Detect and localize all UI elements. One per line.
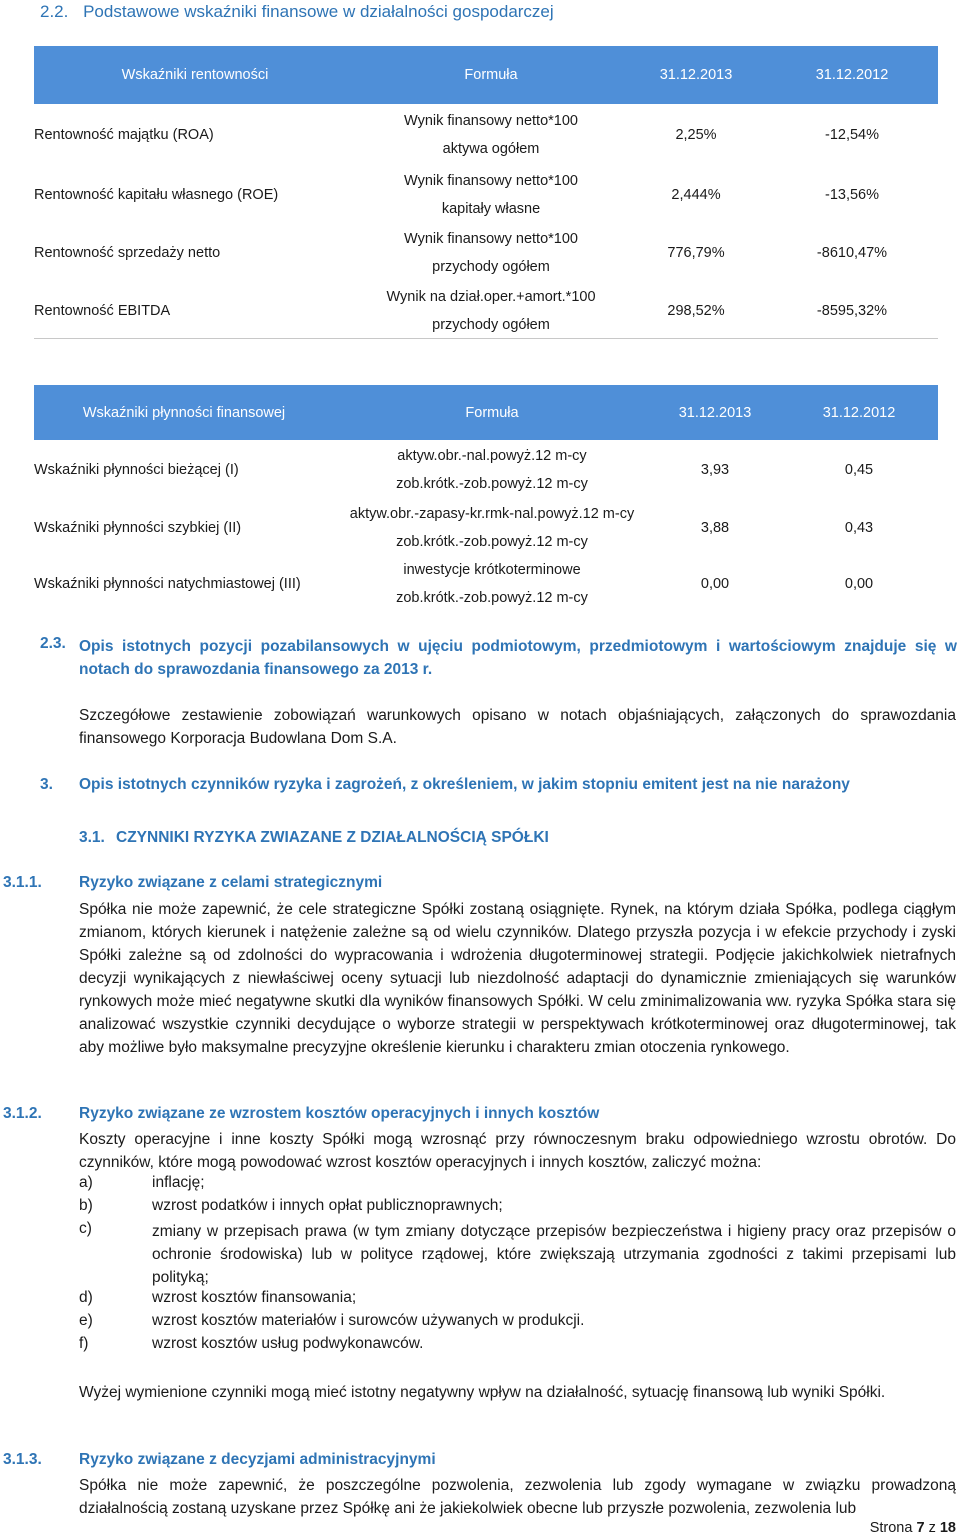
table-row bbox=[34, 224, 938, 282]
formula-denominator: przychody ogółem bbox=[432, 317, 550, 333]
indicator-name: Rentowność kapitału własnego (ROE) bbox=[34, 187, 279, 203]
formula-cell bbox=[334, 556, 650, 612]
formula-denominator: aktywa ogółem bbox=[442, 141, 540, 157]
header-indicator: Wskaźniki rentowności bbox=[34, 46, 356, 104]
section-title-3-1-3: Ryzyko związane z decyzjami administracyjnymi bbox=[79, 1451, 436, 1468]
section-number-3-1: 3.1. bbox=[79, 829, 105, 846]
table-bottom-rule bbox=[34, 338, 938, 339]
formula-numerator: aktyw.obr.-nal.powyż.12 m-cy bbox=[397, 448, 587, 464]
formula-numerator: inwestycje krótkoterminowe bbox=[403, 562, 581, 578]
section-number-3-1-1: 3.1.1. bbox=[3, 874, 42, 891]
profitability-table bbox=[34, 46, 938, 340]
header-formula: Formuła bbox=[334, 385, 650, 440]
value-2012: 0,00 bbox=[844, 576, 874, 592]
list-item: inflację; bbox=[152, 1174, 205, 1191]
list-item: wzrost kosztów materiałów i surowców używanych w produkcji. bbox=[152, 1312, 585, 1329]
table-header bbox=[34, 385, 938, 440]
section-title-3-1-1: Ryzyko związane z celami strategicznymi bbox=[79, 874, 383, 891]
list-marker: f) bbox=[79, 1335, 89, 1352]
formula-numerator: Wynik finansowy netto*100 bbox=[404, 113, 578, 129]
formula-denominator: zob.krótk.-zob.powyż.12 m-cy bbox=[396, 476, 588, 492]
section-number-3-1-3: 3.1.3. bbox=[3, 1451, 42, 1468]
section-title-3: Opis istotnych czynników ryzyka i zagrożeń, z określeniem, w jakim stopniu emitent jest na nie narażony bbox=[79, 776, 850, 793]
list-marker: d) bbox=[79, 1289, 93, 1306]
value-2012: 0,45 bbox=[844, 462, 874, 478]
paragraph-3-1-1: Spółka nie może zapewnić, że cele strategiczne Spółki zostaną osiągnięte. Rynek, na którym działa Spółka, podlega ciągłym zmianom, których kierunek i natężenie zależne są od wielu czynników. Dlatego przyszła pozycja i w efekcie przychody i zyski Spółki zależne są od zdolności do wypracowania i wdrożenia długoterminowej strategii. Podjęcie jakichkolwiek nietrafnych decyzji wynikających z niewłaściwej oceny sytuacji lub niezdolność adaptacji do dynamicznie zmieniających się warunków rynkowych może mieć negatywne skutki dla wyników finansowych Spółki. W celu zminimalizowania ww. ryzyka Spółka stara się analizować wszystkie czynniki decydujące o wyborze strategii w perspektywach krótkoterminowej oraz długoterminowej, tak aby możliwe było maksymalne precyzyjne określenie kierunku i charakteru zmian otoczenia rynkowego. bbox=[79, 901, 956, 1056]
formula-numerator: Wynik finansowy netto*100 bbox=[404, 173, 578, 189]
header-2012: 31.12.2012 bbox=[780, 385, 938, 440]
section-number-2-3: 2.3. bbox=[40, 635, 66, 652]
value-2013: 776,79% bbox=[667, 245, 725, 261]
table-header bbox=[34, 46, 938, 104]
section-number: 2.2. bbox=[40, 2, 69, 21]
indicator-name: Rentowność majątku (ROA) bbox=[34, 127, 214, 143]
list-item: wzrost podatków i innych opłat publicznoprawnych; bbox=[152, 1197, 503, 1214]
section-title-3-1: CZYNNIKI RYZYKA ZWIAZANE Z DZIAŁALNOŚCIĄ SPÓŁKI bbox=[116, 829, 549, 846]
formula-denominator: przychody ogółem bbox=[432, 259, 550, 275]
formula-cell bbox=[356, 104, 626, 166]
indicator-name: Rentowność sprzedaży netto bbox=[34, 245, 221, 261]
table-row bbox=[34, 556, 938, 612]
value-2013: 0,00 bbox=[700, 576, 730, 592]
header-2012: 31.12.2012 bbox=[766, 46, 938, 104]
formula-numerator: Wynik na dział.oper.+amort.*100 bbox=[386, 289, 596, 305]
paragraph-3-1-3: Spółka nie może zapewnić, że poszczególne pozwolenia, zezwolenia lub zgody wymagane w związku prowadzoną działalnością zostaną uzyskane przez Spółkę ani że jakiekolwiek obecne lub przyszłe pozwolenia, zezwolenia lub bbox=[79, 1477, 956, 1517]
formula-cell bbox=[356, 166, 626, 224]
value-2013: 3,88 bbox=[700, 520, 730, 536]
section-title-3-1-2: Ryzyko związane ze wzrostem kosztów operacyjnych i innych kosztów bbox=[79, 1105, 600, 1122]
value-2013: 2,25% bbox=[675, 127, 717, 143]
section-title-2-3: Opis istotnych pozycji pozabilansowych w ujęciu podmiotowym, przedmiotowym i wartościowym znajduje się w notach do sprawozdania finansowego za 2013 r. bbox=[79, 638, 957, 678]
formula-denominator: zob.krótk.-zob.powyż.12 m-cy bbox=[396, 534, 588, 550]
indicator-name: Wskaźniki płynności bieżącej (I) bbox=[34, 462, 239, 478]
liquidity-table bbox=[34, 385, 938, 612]
value-2013: 3,93 bbox=[700, 462, 730, 478]
header-2013: 31.12.2013 bbox=[626, 46, 766, 104]
table-row bbox=[34, 104, 938, 166]
list-marker: c) bbox=[79, 1220, 92, 1237]
list-item: zmiany w przepisach prawa (w tym zmiany dotyczące przepisów bezpieczeństwa i higieny pracy oraz przepisów o ochronie środowiska) lub w polityce rządowej, które zwiększają utrzymania zgodności z takimi przepisami lub polityką; bbox=[152, 1223, 956, 1286]
list-marker: a) bbox=[79, 1174, 93, 1191]
header-indicator: Wskaźniki płynności finansowej bbox=[34, 385, 334, 440]
formula-cell bbox=[356, 282, 626, 340]
list-item: wzrost kosztów usług podwykonawców. bbox=[152, 1335, 424, 1352]
formula-numerator: aktyw.obr.-zapasy-kr.rmk-nal.powyż.12 m-cy bbox=[349, 506, 635, 522]
value-2012: -8595,32% bbox=[816, 303, 888, 319]
value-2013: 2,444% bbox=[671, 187, 721, 203]
table-row bbox=[34, 166, 938, 224]
table-row bbox=[34, 282, 938, 340]
section-heading-2-2 bbox=[40, 2, 554, 22]
list-marker: b) bbox=[79, 1197, 93, 1214]
paragraph-2-3: Szczegółowe zestawienie zobowiązań warunkowych opisano w notach objaśniających, załączonych do sprawozdania finansowego Korporacja Budowlana Dom S.A. bbox=[79, 707, 956, 747]
formula-cell bbox=[334, 440, 650, 500]
paragraph-3-1-2-outro: Wyżej wymienione czynniki mogą mieć istotny negatywny wpływ na działalność, sytuację finansową lub wyniki Spółki. bbox=[79, 1384, 886, 1401]
page-footer bbox=[800, 1520, 956, 1540]
value-2012: -13,56% bbox=[824, 187, 879, 203]
value-2012: -12,54% bbox=[824, 127, 879, 143]
footer-separator: z bbox=[928, 1520, 936, 1536]
value-2013: 298,52% bbox=[667, 303, 725, 319]
footer-label: Strona bbox=[869, 1520, 913, 1536]
header-2013: 31.12.2013 bbox=[650, 385, 780, 440]
table-row bbox=[34, 440, 938, 500]
paragraph-3-1-2-intro: Koszty operacyjne i inne koszty Spółki mogą wzrosnąć przy równoczesnym braku odpowiedniego wzrostu obrotów. Do czynników, które mogą powodować wzrost kosztów operacyjnych i innych kosztów, zaliczyć można: bbox=[79, 1131, 956, 1171]
list-item: wzrost kosztów finansowania; bbox=[152, 1289, 357, 1306]
table-row bbox=[34, 500, 938, 556]
value-2012: -8610,47% bbox=[816, 245, 888, 261]
formula-numerator: Wynik finansowy netto*100 bbox=[404, 231, 578, 247]
section-number-3-1-2: 3.1.2. bbox=[3, 1105, 42, 1122]
footer-page-total: 18 bbox=[939, 1520, 956, 1536]
formula-denominator: kapitały własne bbox=[441, 201, 541, 217]
header-formula: Formuła bbox=[356, 46, 626, 104]
formula-cell bbox=[334, 500, 650, 556]
value-2012: 0,43 bbox=[844, 520, 874, 536]
footer-page-number: 7 bbox=[916, 1520, 925, 1536]
formula-denominator: zob.krótk.-zob.powyż.12 m-cy bbox=[396, 590, 588, 606]
formula-cell bbox=[356, 224, 626, 282]
indicator-name: Rentowność EBITDA bbox=[34, 303, 171, 319]
section-title: Podstawowe wskaźniki finansowe w działalności gospodarczej bbox=[83, 2, 554, 21]
list-marker: e) bbox=[79, 1312, 93, 1329]
indicator-name: Wskaźniki płynności szybkiej (II) bbox=[34, 520, 242, 536]
section-number-3: 3. bbox=[40, 776, 53, 793]
indicator-name: Wskaźniki płynności natychmiastowej (III) bbox=[34, 576, 301, 592]
